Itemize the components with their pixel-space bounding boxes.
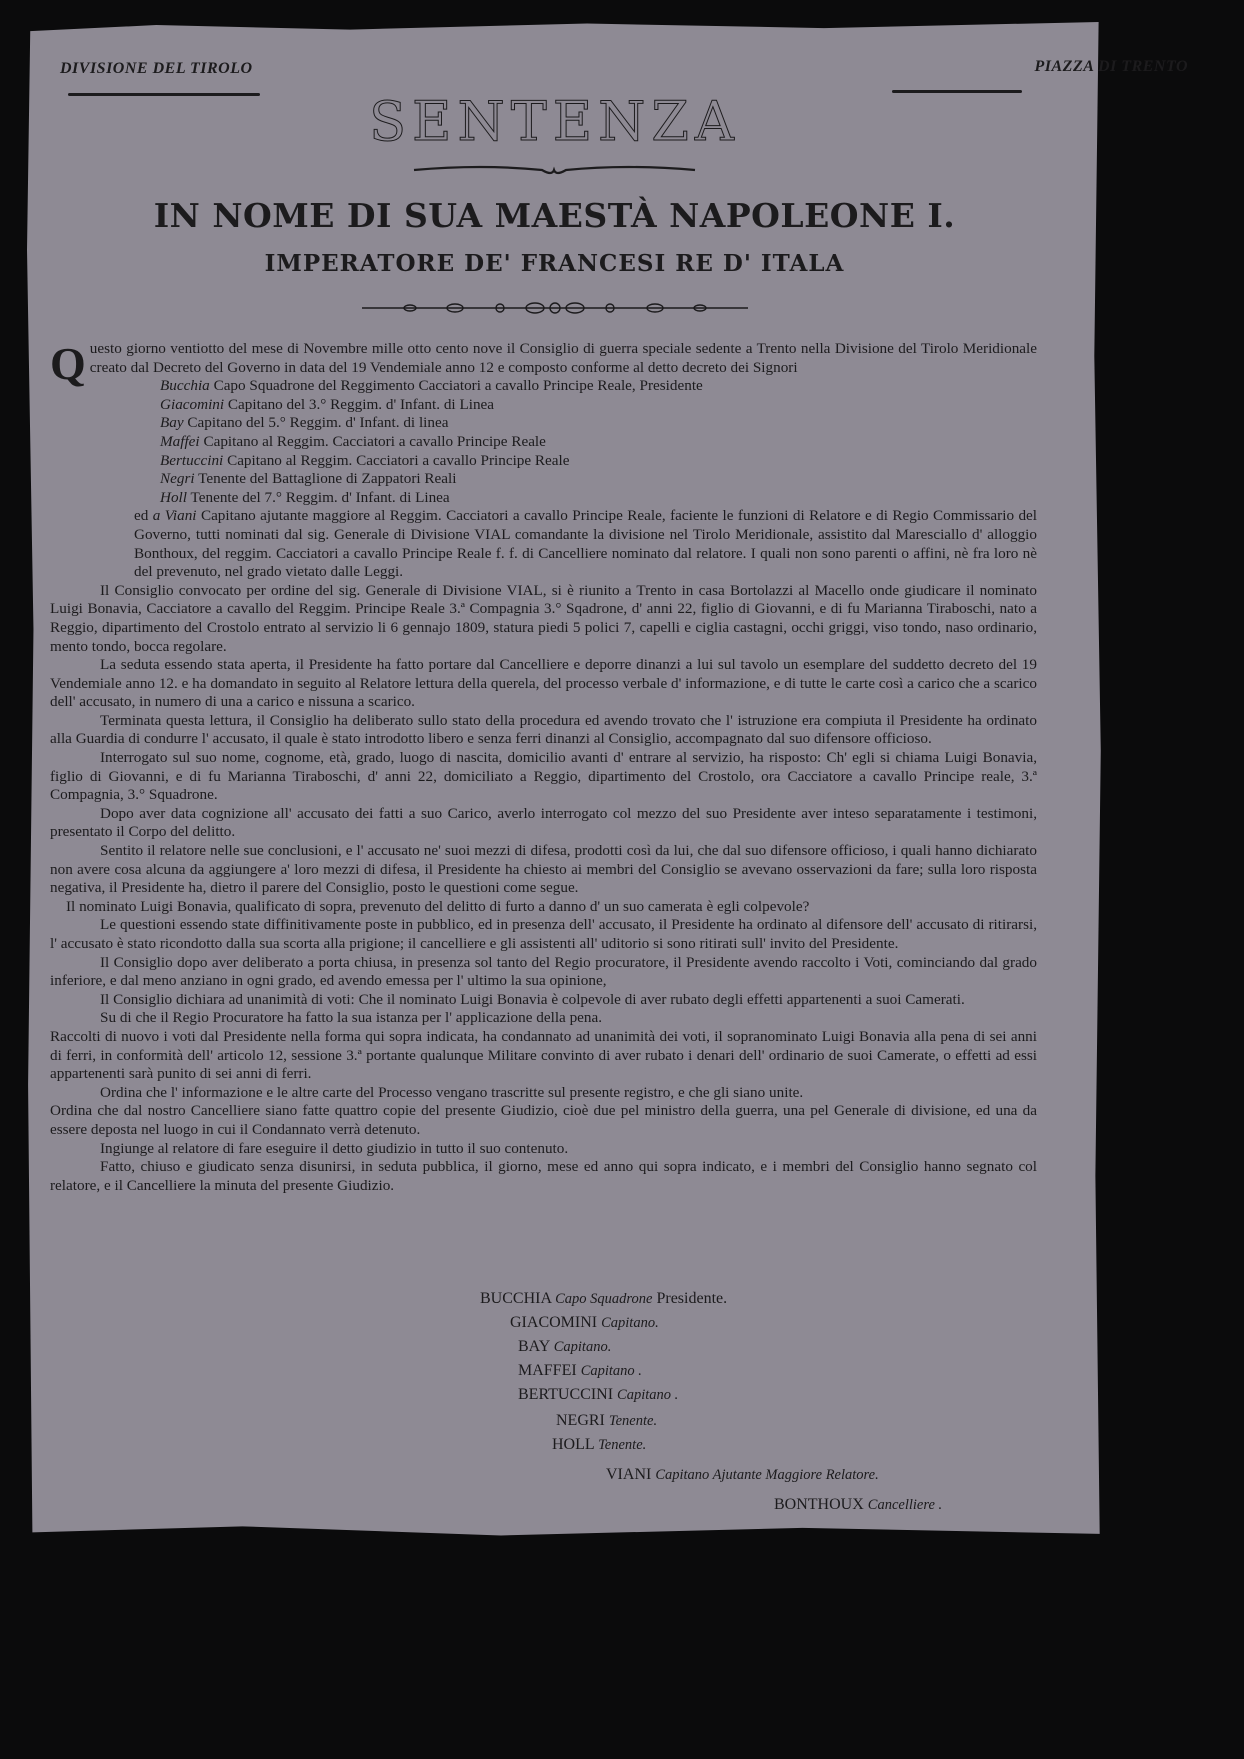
paragraph: Sentito il relatore nelle sue conclusioni, e l' accusato ne' suoi mezzi di difesa, prodotti così da lui, che dal suo difensore officioso, i quali hanno dichiarato non avere cosa alcuna da aggiungere a' loro mezzi di difesa, il Presidente ha chiesto ai membri del Consiglio se avevano osservazioni da fare; sulla loro risposta negativa, il Presidente ha, dietro il parere del Consiglio, posto le questioni come segue. bbox=[50, 842, 1037, 897]
paragraph: La seduta essendo stata aperta, il Presidente ha fatto portare dal Cancelliere e deporre dinanzi a lui sul tavolo un esemplare del suddetto decreto del 19 Vendemiale anno 12. e ha domandato in seguito al Relatore lettura della querela, del processo verbale d' informazione, e di tutte le carte così a carico che a scarico dell' accusato, in numero di una a carico e nissuna a scarico. bbox=[50, 656, 1037, 711]
division-label: DIVISIONE DEL TIROLO bbox=[60, 60, 253, 77]
paragraph: Ordina che dal nostro Cancelliere siano fatte quattro copie del presente Giudizio, cioè due pel ministro della guerra, una pel Generale di divisione, ed una da essere deposta nel luogo in cui il Condannato verrà detenuto. bbox=[50, 1102, 1037, 1138]
intro-paragraph: Questo giorno ventiotto del mese di Novembre mille otto cento nove il Consiglio di guerra speciale sedente a Trento nella Divisione del Tirolo Meridionale creato dal Decreto del Governo in data del 19 Vendemiale anno 12 e composto conforme al detto decreto dei Signori bbox=[50, 338, 1037, 389]
member-line: Holl Tenente del 7.° Reggim. d' Infant. di Linea bbox=[160, 488, 450, 506]
signature: MAFFEI Capitano . bbox=[518, 1362, 642, 1379]
signature: VIANI Capitano Ajutante Maggiore Relatore. bbox=[606, 1466, 879, 1483]
paragraph: Ingiunge al relatore di fare eseguire il detto giudizio in tutto il suo contenuto. bbox=[100, 1139, 569, 1157]
signature: BONTHOUX Cancelliere . bbox=[774, 1496, 943, 1513]
signature: GIACOMINI Capitano. bbox=[510, 1314, 659, 1331]
sentence-paragraph: Raccolti di nuovo i voti dal Presidente nella forma qui sopra indicata, ha condannato ad unanimità dei voti, il sopranominato Luigi Bonavia alla pena di sei anni di ferri, in conformità dell' articolo 12, sessione 3.ª portante qualunque Militare convinto di aver rubato i denari dell' ordinario de suoi Camerate, o effetti ad essi appartenenti sarà punito di sei anni di ferri. bbox=[50, 1027, 1037, 1083]
member-line: Giacomini Capitano del 3.° Reggim. d' Infant. di Linea bbox=[160, 395, 495, 413]
emperor-subheading: IMPERATORE DE' FRANCESI RE D' ITALA bbox=[264, 250, 845, 277]
emperor-heading: IN NOME DI SUA MAESTÀ NAPOLEONE I. bbox=[153, 196, 956, 235]
sentence-body bbox=[50, 340, 1037, 1195]
member-line: Bertuccini Capitano al Reggim. Cacciatori a cavallo Principe Reale bbox=[160, 451, 570, 469]
paragraph: Il Consiglio convocato per ordine del sig. Generale di Divisione VIAL, si è riunito a Trento in casa Bortolazzi al Macello onde giudicare il nominato Luigi Bonavia, Cacciatore a cavallo del Reggim. Principe Reale 3.ª Compagnia 3.° Sqadrone, d' anni 22, figlio di Giovanni, e di fu Marianna Tiraboschi, nato a Reggio, dipartimento del Crostolo entrato al servizio li 6 gennajo 1809, statura piedi 5 polici 7, capelli e ciglia castagni, occhi griggi, viso tondo, naso ordinario, mento tondo, bocca regolare. bbox=[50, 581, 1037, 655]
place-label: PIAZZA DI TRENTO bbox=[1034, 58, 1188, 75]
rapporteur-paragraph: ed a Viani Capitano ajutante maggiore al Reggim. Cacciatori a cavallo Principe Reale, faciente le funzioni di Relatore e di Regio Commissario del Governo, tutti nominati dal sig. Generale di Divisione VIAL comandante la divisione nel Tirolo Meridionale, assistito dal Maresciallo d' alloggio Bonthoux, del reggim. Cacciatori a cavallo Principe Reale f. f. di Cancelliere nominato dal relatore. I quali non sono parenti o affini, nè fra loro nè del prevenuto, nel grado vietato dalle Leggi. bbox=[134, 507, 1037, 581]
paragraph: Terminata questa lettura, il Consiglio ha deliberato sullo stato della procedura ed avendo trovato che l' istruzione era compiuta il Presidente ha ordinato alla Guardia di condurre l' accusato, il quale è stato introdotto libero e senza ferri dinanzi al Consiglio, accompagnato dal suo difensore officioso. bbox=[50, 711, 1037, 748]
verdict-paragraph: Il Consiglio dichiara ad unanimità di voti: Che il nominato Luigi Bonavia è colpevole di aver rubato degli effetti appartenenti a suoi Camerati. bbox=[100, 990, 965, 1008]
paragraph: Ordina che l' informazione e le altre carte del Processo vengano trascritte sul presente registro, e che gli siano unite. bbox=[100, 1083, 804, 1101]
paragraph: Interrogato sul suo nome, cognome, età, grado, luogo di nascita, domicilio avanti d' entrare al servizio, ha risposto: Ch' egli si chiama Luigi Bonavia, figlio di Giovanni, e di fu Marianna Tiraboschi, d' anni 22, domiciliato a Reggio, dipartimento del Crostolo, ora Cacciatore a cavallo Principe reale, 3.ª Compagnia, 3.° Squadrone. bbox=[50, 749, 1037, 804]
closing-paragraph: Fatto, chiuso e giudicato senza disunirsi, in seduta pubblica, il giorno, mese ed anno qui sopra indicato, e i membri del Consiglio hanno segnato col relatore, e il Cancelliere la minuta del presente Giudizio. bbox=[50, 1158, 1037, 1194]
drop-cap: Q bbox=[50, 338, 86, 389]
paragraph: Le questioni essendo state diffinitivamente poste in pubblico, ed in presenza dell' accusato, il Presidente ha ordinato al difensore dell' accusato di ritirarsi, l' accusato è stato ricondotto dalla sua scorta alla prigione; il cancelliere e gli assistenti all' uditorio si sono ritirati sull' invito del Presidente. bbox=[50, 916, 1037, 952]
paragraph: Dopo aver data cognizione all' accusato dei fatti a suo Carico, averlo interrogato col mezzo del suo Presidente aver inteso separatamente i testimoni, presentato il Corpo del delitto. bbox=[50, 804, 1037, 841]
paragraph: Su di che il Regio Procuratore ha fatto la sua istanza per l' applicazione della pena. bbox=[100, 1009, 603, 1027]
signature: BERTUCCINI Capitano . bbox=[518, 1386, 679, 1403]
signature: BUCCHIA Capo Squadrone Presidente. bbox=[480, 1290, 728, 1307]
member-line: Negri Tenente del Battaglione di Zappatori Reali bbox=[160, 470, 457, 488]
member-line: Maffei Capitano al Reggim. Cacciatori a cavallo Principe Reale bbox=[160, 432, 546, 450]
signature: HOLL Tenente. bbox=[552, 1436, 647, 1453]
signature: BAY Capitano. bbox=[518, 1338, 612, 1355]
member-line: Bucchia Capo Squadrone del Reggimento Cacciatori a cavallo Principe Reale, Presidente bbox=[160, 377, 703, 395]
decorative-rule bbox=[360, 298, 750, 318]
question-paragraph: Il nominato Luigi Bonavia, qualificato di sopra, prevenuto del delitto di furto a danno d' un suo camerata è egli colpevole? bbox=[66, 897, 810, 915]
signature: NEGRI Tenente. bbox=[556, 1412, 658, 1429]
member-line: Bay Capitano del 5.° Reggim. d' Infant. di linea bbox=[160, 414, 449, 432]
council-members bbox=[160, 377, 1037, 507]
document-title: SENTENZA bbox=[369, 90, 740, 153]
paragraph: Il Consiglio dopo aver deliberato a porta chiusa, in presenza sol tanto del Regio procuratore, il Presidente avendo raccolto i Voti, cominciando dal grado inferiore, e dal meno anziano in ogni grado, ed avendo emessa per l' ultimo la sua opinione, bbox=[50, 953, 1037, 990]
title-flourish bbox=[412, 160, 697, 180]
